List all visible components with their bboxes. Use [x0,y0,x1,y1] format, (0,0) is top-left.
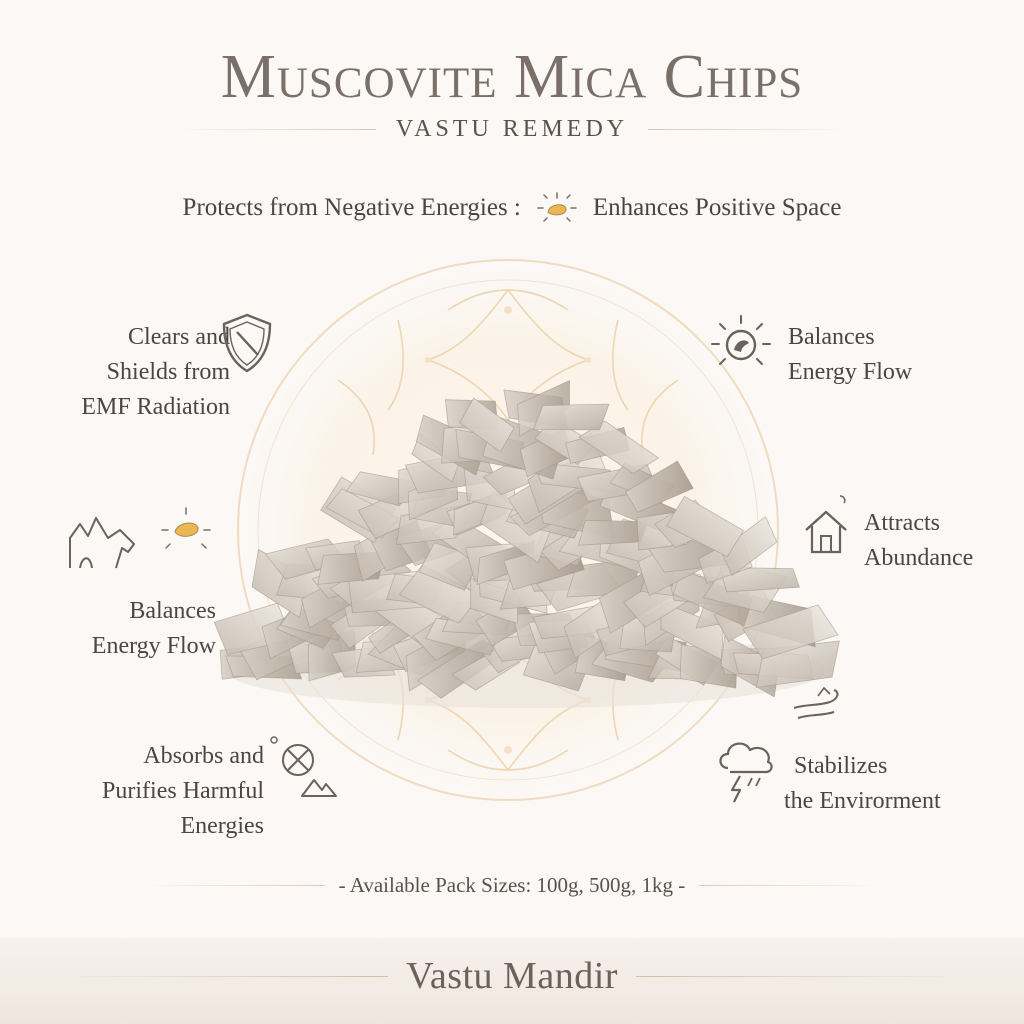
purify-icon [268,734,340,804]
mica-chips-pile [210,370,840,710]
wind-icon [788,682,852,728]
subtitle-row [0,112,1024,146]
feature-stabilizes-line2: the Envirorment [784,788,941,814]
sun-icon [535,190,579,226]
feature-abundance-line1: Attracts [864,510,940,536]
feature-balance-top-line2: Energy Flow [788,359,913,385]
feature-absorbs-line3: Energies [180,813,264,839]
pack-sizes: - Available Pack Sizes: 100g, 500g, 1kg - [338,872,686,897]
feature-balance-top [788,320,988,390]
feature-emf-line2: Shields from [106,359,230,385]
page-subtitle: VASTU REMEDY [395,115,629,142]
footer-divider-left [58,976,388,977]
feature-absorbs-line1: Absorbs and [143,743,264,769]
sparkle-icon [156,504,216,556]
tagline-right: Enhances Positive Space [592,194,842,221]
shield-icon [218,310,276,376]
pack-divider-left [145,885,325,886]
feature-balance-left [40,594,216,664]
footer [0,948,1024,1004]
storm-cloud-icon [714,734,778,804]
feature-balance-top-line1: Balances [788,324,875,350]
house-icon [800,490,860,562]
feature-balance-left-line2: Energy Flow [91,633,216,659]
pack-divider-right [699,885,879,886]
brand-name: Vastu Mandir [406,955,618,997]
pack-sizes-row [0,870,1024,900]
tagline-row [0,188,1024,228]
feature-absorbs-line2: Purifies Harmful [102,778,264,804]
mica-chip [534,404,610,430]
feature-absorbs [40,739,264,844]
sun-face-icon [706,312,776,376]
feature-emf [40,320,230,425]
feature-balance-left-line1: Balances [129,598,216,624]
page-title: Muscovite Mica Chips [220,43,804,111]
mountain-sparkle-icon [64,508,144,574]
divider-left [176,129,376,130]
feature-abundance [864,506,1014,576]
feature-stabilizes-line1: Stabilizes [794,753,888,779]
tagline-left: Protects from Negative Energies : [182,194,521,221]
feature-emf-line1: Clears and [128,324,230,350]
feature-stabilizes [784,749,994,819]
feature-abundance-line2: Abundance [864,545,974,571]
divider-right [648,129,848,130]
feature-emf-line3: EMF Radiation [81,394,230,420]
footer-divider-right [636,976,966,977]
